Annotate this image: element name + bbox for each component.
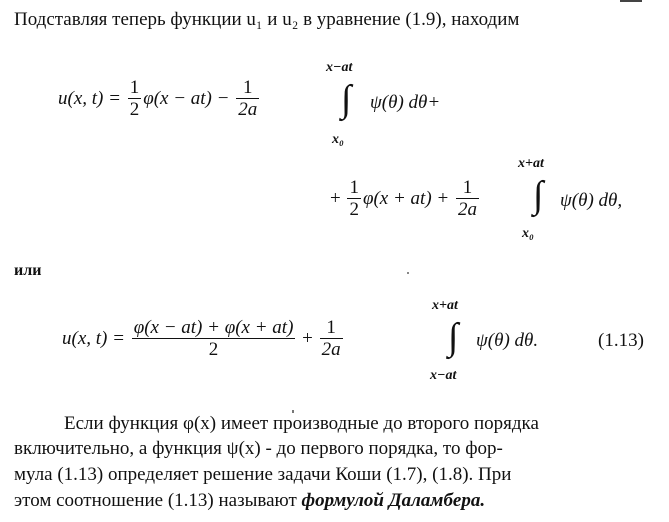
eq1-half: $\frac{1}{2}$ <box>129 77 140 120</box>
eq2-integrand: ψ(θ) dθ, <box>560 190 623 211</box>
eq3-integral-sign: ∫ <box>448 316 459 358</box>
paragraph-line-1: Если функция φ(x) имеет производные до второго порядка <box>64 413 539 434</box>
paragraph-line-4-text: этом соотношение (1.13) называют <box>14 490 302 511</box>
eq2-integral-sign: ∫ <box>533 174 544 216</box>
or-word: или <box>14 262 42 279</box>
eq3-plus: + <box>302 327 313 349</box>
eq1-frac: $\frac{1}{2a}$ <box>238 77 258 120</box>
equation-1 <box>58 78 261 121</box>
eq3-integrand: ψ(θ) dθ. <box>476 330 539 351</box>
paragraph-line-4 <box>14 489 485 513</box>
equation-2 <box>330 178 481 221</box>
eq1-lower-limit: x₀ <box>332 132 344 147</box>
eq3-lower-limit: x−at <box>430 368 457 383</box>
eq3-upper-limit: x+at <box>432 298 458 313</box>
eq1-upper-limit: x−at <box>326 60 353 75</box>
eq3-number: (1.13) <box>598 330 644 351</box>
eq2-frac: $\frac{1}{2a}$ <box>458 177 477 220</box>
intro-line: Подставляя теперь функции u₁ и u₂ в уравнение (1.9), находим <box>14 9 520 30</box>
dalembert-formula-emphasis: формулой Даламбера. <box>301 490 486 511</box>
eq2-plus: + <box>330 187 341 209</box>
eq2-upper-limit: x+at <box>518 156 544 171</box>
eq2-half: $\frac{1}{2}$ <box>349 177 359 220</box>
eq3-main-frac: $\frac{\varphi(x - at) + \varphi(x + at)}{2}$ <box>133 317 294 360</box>
paragraph-line-2: включительно, а функция ψ(x) - до первого порядка, то фор- <box>14 438 503 459</box>
eq2-phi: φ(x + at) + <box>362 187 450 209</box>
eq1-integral-sign: ∫ <box>341 78 352 120</box>
eq3-lhs: u(x, t) = <box>62 327 125 349</box>
eq2-lower-limit: x₀ <box>522 226 534 241</box>
speck <box>407 272 409 274</box>
eq1-lhs: u(x, t) = <box>58 87 121 109</box>
eq3-frac: $\frac{1}{2a}$ <box>321 317 341 360</box>
eq1-integrand: ψ(θ) dθ+ <box>370 92 441 113</box>
paragraph-line-3: мула (1.13) определяет решение задачи Коши (1.7), (1.8). При <box>14 464 512 485</box>
page-edge-mark <box>620 0 642 2</box>
eq1-phi: φ(x − at) − <box>143 87 230 109</box>
equation-3 <box>62 318 345 361</box>
